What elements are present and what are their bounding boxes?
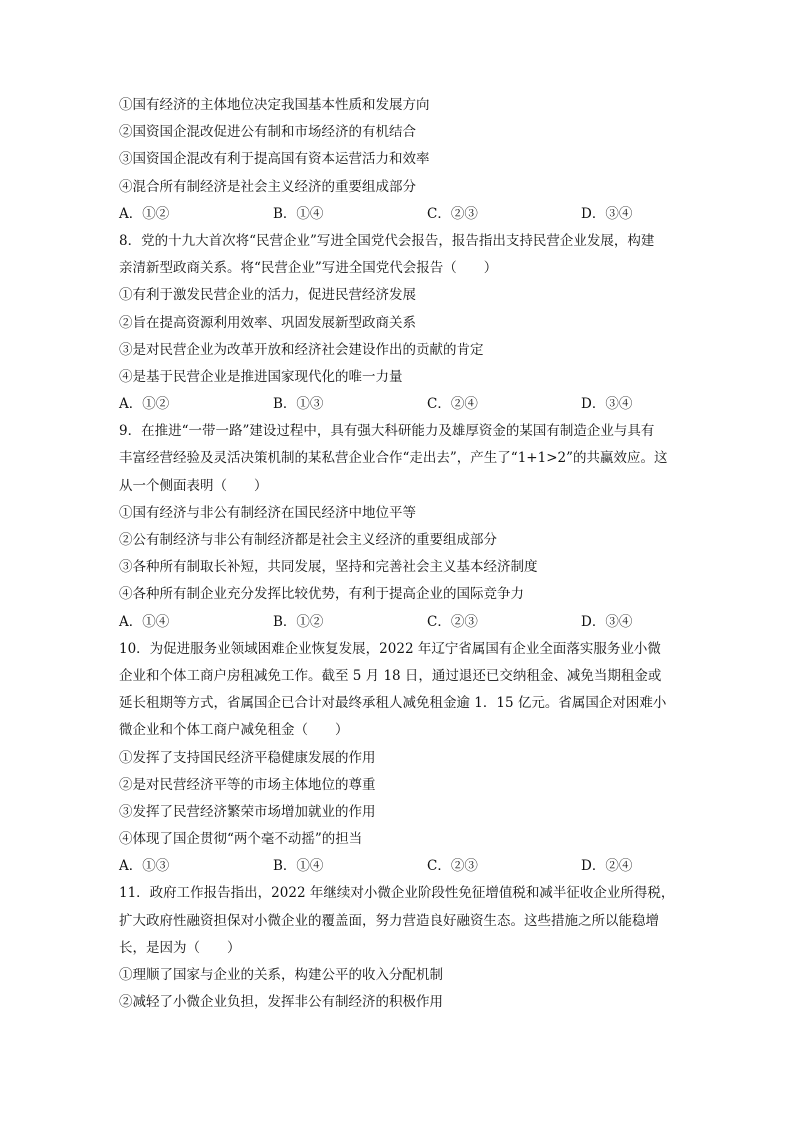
exam-page xyxy=(119,92,675,1016)
statement-item: ②公有制经济与非公有制经济都是社会主义经济的重要组成部分 xyxy=(119,532,497,548)
question-text: 从一个侧面表明（ ） xyxy=(119,477,268,494)
option-a: A．①② xyxy=(119,396,170,413)
answer-options xyxy=(119,609,675,636)
question-text: 长，是因为（ ） xyxy=(119,939,241,956)
statement-item: ③各种所有制取长补短，共同发展，坚持和完善社会主义基本经济制度 xyxy=(119,559,538,576)
statement-item: ①理顺了国家与企业的关系，构建公平的收入分配机制 xyxy=(119,967,443,983)
question-text: 8．党的十九大首次将“民营企业”写进全国党代会报告，报告指出支持民营企业发展，构建 xyxy=(119,232,655,249)
statement-item: ②是对民营经济平等的市场主体地位的尊重 xyxy=(119,776,376,793)
question-text: 扩大政府性融资担保对小微企业的覆盖面，努力营造良好融资生态。这些措施之所以能稳增 xyxy=(119,912,659,929)
statement-item: ①国有经济与非公有制经济在国民经济中地位平等 xyxy=(119,504,416,521)
option-b: B．①② xyxy=(273,613,324,630)
question-text: 10．为促进服务业领域困难企业恢复发展，2022 年辽宁省属国有企业全面落实服务业小微 xyxy=(119,640,661,657)
option-c: C．②③ xyxy=(427,858,478,875)
statement-item: ④混合所有制经济是社会主义经济的重要组成部分 xyxy=(119,178,416,195)
question-text: 延长租期等方式，省属国企已合计对最终承租人减免租金逾 1．15 亿元。省属国企对困难小 xyxy=(119,695,667,712)
question-10 xyxy=(119,636,675,881)
option-d: D．③④ xyxy=(581,613,633,630)
option-b: B．①③ xyxy=(273,396,324,413)
option-b: B．①④ xyxy=(273,205,324,222)
option-d: D．③④ xyxy=(581,205,633,222)
statement-item: ④是基于民营企业是推进国家现代化的唯一力量 xyxy=(119,368,403,385)
question-8 xyxy=(119,228,675,418)
statement-item: ③发挥了民营经济繁荣市场增加就业的作用 xyxy=(119,803,376,820)
option-a: A．①④ xyxy=(119,613,170,630)
statement-item: ②减轻了小微企业负担，发挥非公有制经济的积极作用 xyxy=(119,994,443,1011)
option-d: D．②④ xyxy=(581,858,633,875)
question-text: 11．政府工作报告指出，2022 年继续对小微企业阶段性免征增值税和减半征收企业所得税， xyxy=(119,885,675,902)
option-c: C．②③ xyxy=(427,613,478,630)
statement-item: ④各种所有制企业充分发挥比较优势，有利于提高企业的国际竞争力 xyxy=(119,586,524,603)
statement-item: ②旨在提高资源利用效率、巩固发展新型政商关系 xyxy=(119,314,416,331)
question-7-continued xyxy=(119,92,675,228)
option-c: C．②③ xyxy=(427,205,478,222)
question-text: 微企业和个体工商户减免租金（ ） xyxy=(119,722,349,739)
statement-item: ②国资国企混改促进公有制和市场经济的有机结合 xyxy=(119,124,416,141)
statement-item: ④体现了国企贯彻“两个毫不动摇”的担当 xyxy=(119,831,363,848)
option-a: A．①③ xyxy=(119,858,170,875)
statement-item: ③国资国企混改有利于提高国有资本运营活力和效率 xyxy=(119,151,430,168)
question-text: 丰富经营经验及灵活决策机制的某私营企业合作“走出去”，产生了“1+1>2”的共赢效应。这 xyxy=(119,450,668,467)
question-text: 企业和个体工商户房租减免工作。截至 5 月 18 日，通过退还已交纳租金、减免当期租金或 xyxy=(119,667,662,684)
statement-item: ①国有经济的主体地位决定我国基本性质和发展方向 xyxy=(119,97,430,113)
statement-item: ③是对民营企业为改革开放和经济社会建设作出的贡献的肯定 xyxy=(119,341,484,358)
question-9 xyxy=(119,418,675,636)
option-b: B．①④ xyxy=(273,858,324,875)
option-c: C．②④ xyxy=(427,396,478,413)
question-text: 亲清新型政商关系。将“民营企业”写进全国党代会报告（ ） xyxy=(119,260,498,277)
question-11 xyxy=(119,880,675,1016)
question-text: 9．在推进“一带一路”建设过程中，具有强大科研能力及雄厚资金的某国有制造企业与具有 xyxy=(119,423,655,440)
answer-options xyxy=(119,853,675,880)
statement-item: ①有利于激发民营企业的活力，促进民营经济发展 xyxy=(119,287,416,304)
answer-options xyxy=(119,391,675,418)
option-a: A．①② xyxy=(119,205,170,222)
option-d: D．③④ xyxy=(581,396,633,413)
statement-item: ①发挥了支持国民经济平稳健康发展的作用 xyxy=(119,749,376,766)
answer-options xyxy=(119,201,675,228)
